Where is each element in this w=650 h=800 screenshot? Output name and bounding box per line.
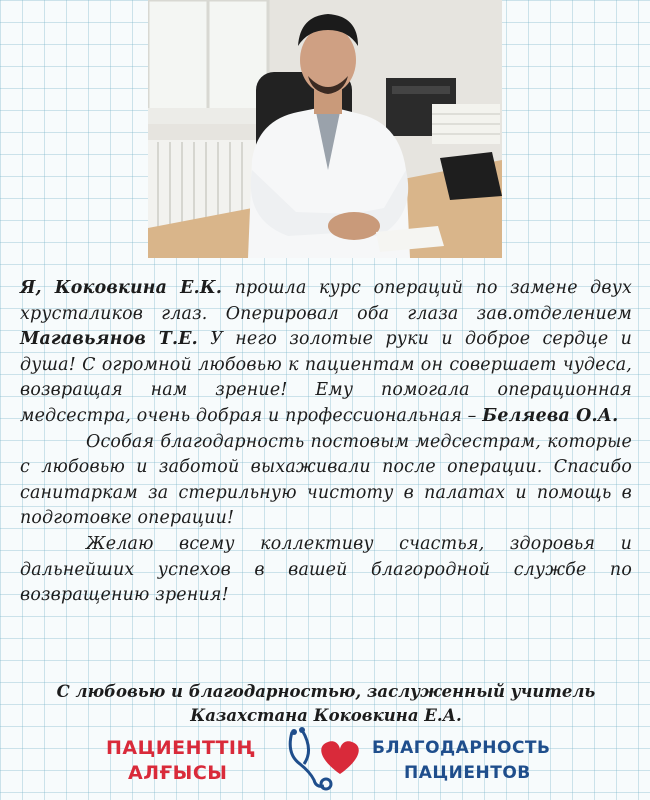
russian-title [372, 736, 582, 786]
letter-paragraph-1 [20, 276, 632, 430]
doctor-photo [148, 0, 502, 258]
signature-line-1: С любовью и благодарностью, заслуженный учитель [56, 682, 596, 701]
kazakh-title-line-2: АЛҒЫСЫ [128, 762, 228, 784]
surgeon-name: Магавьянов Т.Е. [20, 329, 198, 350]
letter-paragraph-3: Желаю всему коллективу счастья, здоровья и дальнейших успехов в вашей благородной службе по возвращению зрения! [20, 533, 632, 606]
signature [20, 680, 632, 728]
letter-text: прошла курс операций по замене двух хрусталиков глаз. Оперировал оба глаза зав.отделением [20, 278, 632, 324]
letter-paragraph-2: Особая благодарность постовым медсестрам, которые с любовью и заботой выхаживали после операции. Спасибо санитаркам за стерильную чистоту в палатах и помощь в подготовке операции! [20, 431, 632, 529]
heart-stethoscope-icon [280, 724, 366, 794]
letter-body [20, 276, 632, 609]
kazakh-title [106, 736, 266, 786]
russian-title-line-1: БЛАГОДАРНОСТЬ [372, 738, 551, 758]
letter-text: У него золотые руки и доброе сердце и душа! С огромной любовью к пациентам он совершает чудеса, возвращая нам зрение! Ему помогала операционная медсестра, очень добрая и профессиональная – [20, 329, 632, 426]
nurse-name: Беляева О.А. [482, 405, 619, 426]
author-name: Я, Коковкина Е.К. [20, 278, 223, 298]
russian-title-line-2: ПАЦИЕНТОВ [404, 763, 531, 783]
kazakh-title-line-1: ПАЦИЕНТТІҢ [106, 737, 256, 759]
signature-line-2: Казахстана Коковкина Е.А. [190, 706, 462, 725]
